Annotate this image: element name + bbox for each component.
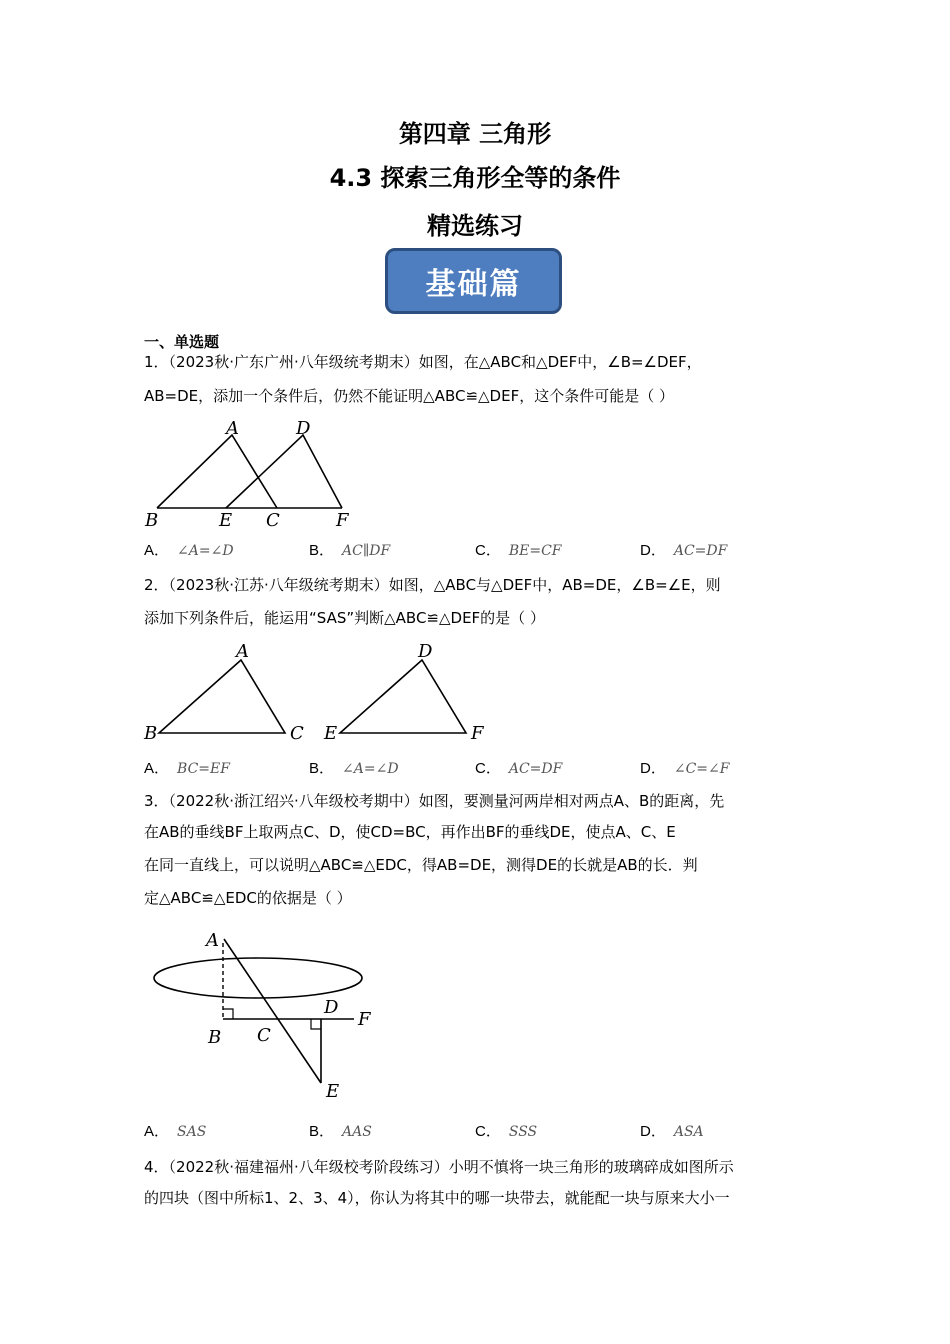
q3-line2: 在AB的垂线BF上取两点C、D，使CD=BC，再作出BF的垂线DE，使点A、C、E [144, 823, 676, 841]
q1-line1: 1．（2023秋·广东广州·八年级统考期末）如图，在△ABC和△DEF中，∠B=∠DEF， [144, 353, 702, 371]
q3-label-e: E [326, 1081, 340, 1102]
q1-triangle-def [226, 435, 342, 508]
q2-triangle-abc [159, 660, 285, 733]
q3-line1: 3．（2022秋·浙江绍兴·八年级校考期中）如图，要测量河两岸相对两点A、B的距离，先 [144, 792, 725, 810]
q1-option-d[interactable]: D． AC=DF [640, 542, 728, 559]
q2-line2: 添加下列条件后，能运用“SAS”判断△ABC≌△DEF的是（ ） [144, 609, 545, 627]
q2-triangle-def [340, 660, 466, 733]
q2-line1: 2．（2023秋·江苏·八年级统考期末）如图，△ABC与△DEF中，AB=DE，∠B=∠E，则 [144, 576, 721, 594]
q1-option-a[interactable]: A． ∠A=∠D [144, 542, 234, 559]
q1-option-b[interactable]: B． AC∥DF [309, 542, 391, 559]
q1-label-b: B [145, 510, 159, 531]
q3-label-f: F [358, 1009, 371, 1030]
q3-option-b[interactable]: B． AAS [309, 1123, 372, 1140]
q2-option-c[interactable]: C． AC=DF [475, 760, 563, 777]
q2-label-d: D [418, 641, 433, 662]
q1-label-a: A [226, 418, 239, 439]
subtitle: 精选练习 [427, 212, 523, 240]
q3-line3: 在同一直线上，可以说明△ABC≌△EDC，得AB=DE，测得DE的长就是AB的长．判 [144, 856, 698, 874]
q2-figure [140, 638, 500, 748]
q2-option-b[interactable]: B． ∠A=∠D [309, 760, 399, 777]
q1-label-c: C [266, 510, 280, 531]
q2-label-f: F [471, 723, 484, 744]
q3-option-a[interactable]: A． SAS [144, 1123, 207, 1140]
q1-figure [140, 412, 370, 532]
q1-option-c[interactable]: C． BE=CF [475, 542, 562, 559]
part-title: 一、单选题 [144, 333, 220, 351]
level-badge: 基础篇 [385, 248, 562, 314]
q1-label-f: F [336, 510, 349, 531]
q3-option-d[interactable]: D． ASA [640, 1123, 704, 1140]
q3-river [154, 958, 362, 998]
q4-line1: 4．（2022秋·福建福州·八年级校考阶段练习）小明不慎将一块三角形的玻璃碎成如图所示 [144, 1158, 734, 1176]
q2-label-c: C [290, 723, 304, 744]
q1-label-d: D [296, 418, 311, 439]
q3-right-angle-b [223, 1009, 233, 1019]
q2-label-a: A [236, 641, 249, 662]
q2-label-e: E [324, 723, 338, 744]
q4-line2: 的四块（图中所标1、2、3、4），你认为将其中的哪一块带去，就能配一块与原来大小一 [144, 1189, 730, 1207]
chapter-title: 第四章 三角形 [398, 120, 552, 148]
q1-triangle-abc [157, 435, 277, 508]
q3-label-c: C [257, 1025, 271, 1046]
q1-label-e: E [219, 510, 233, 531]
q3-figure [140, 925, 390, 1105]
q3-line4: 定△ABC≌△EDC的依据是（ ） [144, 889, 352, 907]
q2-option-d[interactable]: D． ∠C=∠F [640, 760, 730, 777]
q3-right-angle-d [311, 1019, 321, 1029]
q2-label-b: B [144, 723, 158, 744]
q1-line2: AB=DE，添加一个条件后，仍然不能证明△ABC≌△DEF，这个条件可能是（ ） [144, 387, 674, 405]
section-title: 4.3 探索三角形全等的条件 [329, 164, 621, 192]
q3-option-c[interactable]: C． SSS [475, 1123, 538, 1140]
q3-label-b: B [208, 1027, 222, 1048]
q3-label-a: A [206, 930, 219, 951]
q2-option-a[interactable]: A． BC=EF [144, 760, 230, 777]
q3-label-d: D [324, 997, 339, 1018]
